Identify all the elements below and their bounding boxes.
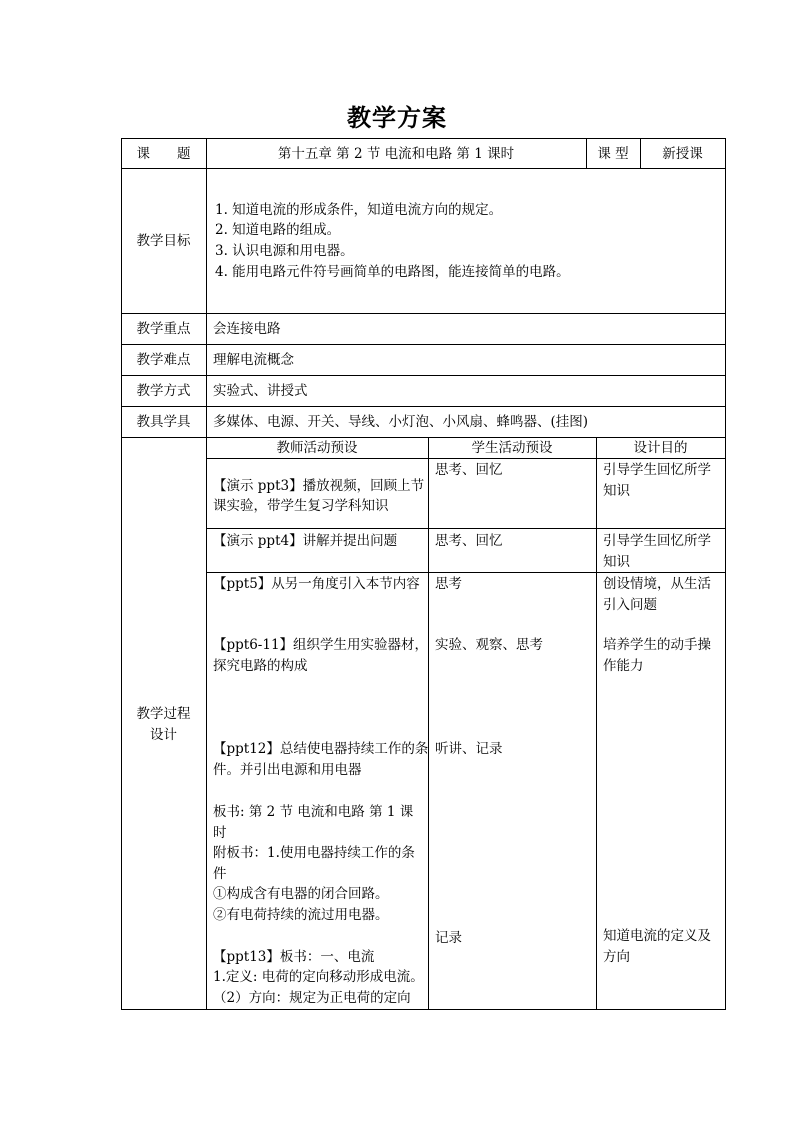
design-purpose: 方向 [603,949,630,965]
board-notes: ①构成含有电器的闭合回路。 [213,886,389,902]
design-purpose: 知识 [603,483,630,499]
student-activity: 实验、观察、思考 [435,637,543,653]
teacher-activity: 探究电路的构成 [213,658,308,674]
teacher-activity: 件。并引出电源和用电器 [213,762,362,778]
goal-item: 2. 知道电路的组成。 [215,222,341,238]
goal-item: 4. 能用电路元件符号画简单的电路图，能连接简单的电路。 [215,264,570,280]
design-purpose: 引导学生回忆所学 [603,533,711,549]
col-header-teacher: 教师活动预设 [276,440,358,456]
design-purpose: 作能力 [603,658,644,674]
goals-label: 教学目标 [136,233,191,249]
document-title: 教学方案 [347,104,447,132]
table-rule [121,1009,726,1010]
table-rule [596,437,597,1010]
design-purpose: 创设情境，从生活 [603,576,711,592]
table-rule [121,406,726,407]
student-activity: 思考、回忆 [435,533,503,549]
table-rule [206,528,726,529]
col-header-student: 学生活动预设 [471,440,553,456]
teacher-activity: 【ppt6-11】组织学生用实验器材， [213,637,429,653]
teacher-activity: 【ppt12】总结使电器持续工作的条 [213,741,429,757]
tools-label: 教具学具 [136,414,191,430]
design-purpose: 引导学生回忆所学 [603,462,711,478]
table-rule [121,138,726,139]
teacher-activity: 【演示 ppt3】播放视频，回顾上节 [213,478,425,494]
table-rule [428,437,429,1010]
board-notes: ②有电荷持续的流过用电器。 [213,907,389,923]
difficulties-value: 理解电流概念 [213,352,294,368]
method-label: 教学方式 [136,383,191,399]
table-rule [121,168,726,169]
table-rule [206,572,726,573]
key-points-label: 教学重点 [136,321,191,337]
table-rule [121,375,726,376]
teacher-activity: 1.定义: 电荷的定向移动形成电流。 [213,969,424,985]
process-label: 教学过程 [136,706,191,722]
topic-label: 课 题 [136,146,191,162]
table-rule [121,138,122,1010]
goal-item: 3. 认识电源和用电器。 [215,243,354,259]
student-activity: 思考 [435,576,462,592]
difficulties-label: 教学难点 [136,352,191,368]
design-purpose: 培养学生的动手操 [603,637,711,653]
table-rule [121,313,726,314]
type-value: 新授课 [662,146,703,162]
teacher-activity: 课实验，带学生复习学科知识 [213,498,389,514]
goal-item: 1. 知道电流的形成条件，知道电流方向的规定。 [215,202,503,218]
student-activity: 记录 [435,930,462,946]
board-notes: 件 [213,866,227,882]
method-value: 实验式、讲授式 [213,383,308,399]
teacher-activity: 【演示 ppt4】讲解并提出问题 [213,533,398,549]
type-label: 课 型 [597,146,629,162]
board-notes: 板书: 第 2 节 电流和电路 第 1 课 [213,804,414,820]
topic-value: 第十五章 第 2 节 电流和电路 第 1 课时 [277,146,515,162]
key-points-value: 会连接电路 [213,321,281,337]
table-rule [206,138,207,1010]
table-rule [121,344,726,345]
design-purpose: 引入问题 [603,597,657,613]
tools-value: 多媒体、电源、开关、导线、小灯泡、小风扇、蜂鸣器、(挂图) [213,414,589,430]
teacher-activity: 【ppt5】从另一角度引入本节内容 [213,576,420,592]
board-notes: 附板书：1.使用电器持续工作的条 [213,845,415,861]
teacher-activity: （2）方向：规定为正电荷的定向 [213,990,411,1006]
board-notes: 时 [213,825,227,841]
col-header-purpose: 设计目的 [633,440,688,456]
design-purpose: 知道电流的定义及 [603,928,711,944]
process-label-line2: 设计 [150,727,177,743]
student-activity: 思考、回忆 [435,462,503,478]
table-rule [725,138,726,1010]
teacher-activity: 【ppt13】板书：一、电流 [213,949,375,965]
design-purpose: 知识 [603,554,630,570]
student-activity: 听讲、记录 [435,741,503,757]
